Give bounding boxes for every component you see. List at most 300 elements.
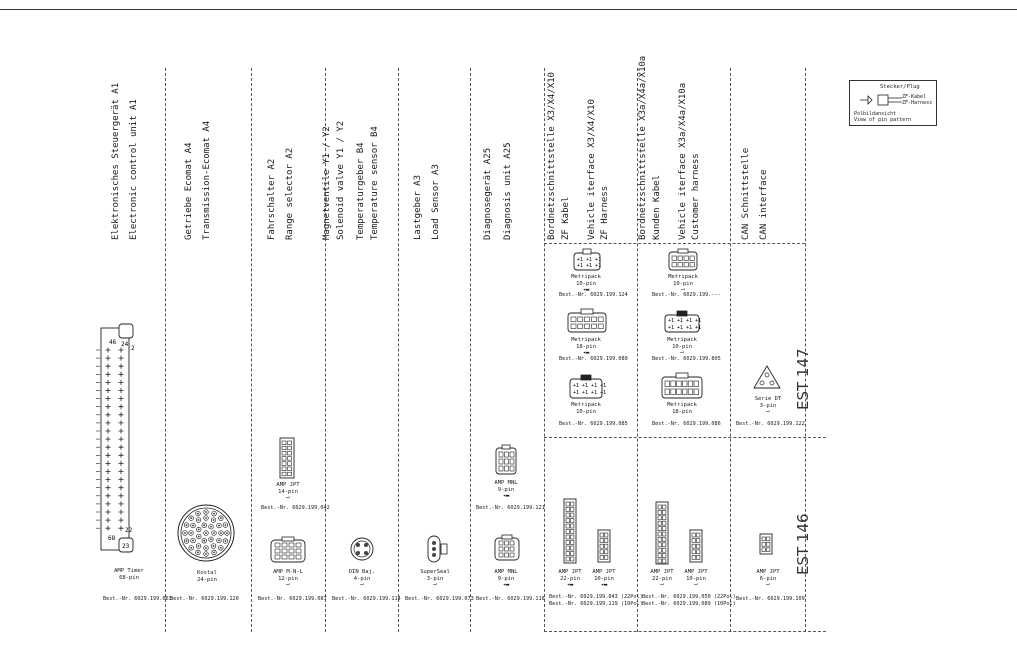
zf-p1-name: Metripack [571, 274, 601, 280]
kostal-pin-core [213, 545, 215, 547]
plug-symbol: ◂▬ [582, 350, 590, 357]
cu-jpt-pin [692, 539, 695, 543]
cu-jpt-pin [697, 533, 700, 537]
diag-pin [505, 466, 509, 471]
cu-pin [678, 263, 682, 267]
diag-pin [510, 541, 514, 545]
jpt-pin [288, 446, 292, 450]
ecu-pin [106, 510, 111, 515]
cu-p2-part-number: Best.-Nr. 6029.199.805 [652, 356, 721, 362]
diag-pin [510, 452, 514, 457]
cu-jpt-pin [663, 505, 666, 509]
zf-pin [598, 317, 603, 322]
selector-mnl-pins-label: 12-pin [278, 575, 298, 582]
svg-text:+1 +1 +1: +1 +1 +1 [577, 257, 602, 263]
diag-pin [499, 459, 503, 464]
ecu-pin [119, 437, 124, 442]
cu-lower-a-pins: 22-pin [652, 575, 672, 582]
jpt-pin [288, 462, 292, 466]
kostal-pin-core [197, 552, 199, 554]
can-upper-part-number: Best.-Nr. 6029.199.122 [736, 421, 805, 427]
jpt-pin [288, 441, 292, 445]
est-divider-line [544, 437, 826, 438]
heading-solenoid-temp [322, 80, 397, 240]
zf-p1-part-number: Best.-Nr. 6029.199.124 [559, 292, 628, 298]
kostal-pin-core [198, 545, 200, 547]
cu-jpt-pin [663, 548, 666, 552]
cu-jpt-pin [663, 532, 666, 536]
svg-text:+1 +1 +1 +1: +1 +1 +1 +1 [668, 325, 702, 331]
zf-p3-name: Metripack [571, 402, 601, 408]
zf-p1-label [566, 274, 606, 294]
cu-lower-b-name: AMP JPT [684, 569, 708, 575]
cu-pin [688, 381, 693, 387]
plug-legend [849, 80, 937, 126]
heading-ecu [110, 80, 154, 240]
mnl-pin [289, 555, 294, 559]
ecu-pin [119, 388, 124, 393]
selector-mnl-name: AMP M-N-L [273, 569, 303, 575]
mnl-pin [275, 555, 280, 559]
kostal-pin-core [218, 525, 220, 527]
superseal-name: SuperSeal [420, 569, 450, 575]
zf-amp-jpt-10-pin [596, 528, 612, 564]
column-divider [544, 68, 545, 632]
est-147-label-box [794, 330, 838, 410]
heading-load-sensor-de: Lastgeber A3 [413, 174, 423, 240]
kostal-pin-core [197, 513, 199, 515]
jpt-pin [282, 457, 286, 461]
kostal-pin-core [213, 519, 215, 521]
zf-jpt-pin [566, 557, 569, 561]
socket-symbol: ⤙ [285, 582, 291, 589]
kostal-pins: 24-pin [197, 576, 217, 583]
cu-pin [682, 381, 687, 387]
mnl-pin [275, 543, 280, 547]
cu-jpt-pin [658, 543, 661, 547]
cu-jpt-pin [658, 548, 661, 552]
selector-jpt-label [266, 482, 310, 502]
kostal-pin-core [190, 532, 192, 534]
diag-pin [499, 553, 503, 557]
cu-p2-name: Metripack [667, 337, 697, 343]
mnl-pin [282, 549, 287, 553]
cu-jpt-pin [658, 537, 661, 541]
cu-pin [677, 381, 682, 387]
svg-text:+1 +1 +1 +1: +1 +1 +1 +1 [573, 390, 607, 396]
legend-title: Stecker/Plug [880, 84, 920, 90]
jpt-pin [282, 451, 286, 455]
diag-pin [510, 459, 514, 464]
ecu-pin [119, 412, 124, 417]
ecu-pin [106, 477, 111, 482]
cu-pin [665, 389, 670, 395]
jpt-pin [288, 472, 292, 476]
zf-jpt-pin [600, 533, 603, 537]
plug-symbol: ◂▬ [502, 493, 510, 500]
legend-view-en: View of pin pattern [854, 117, 912, 123]
ecu-pin [119, 485, 124, 490]
zf-jpt-pin [600, 544, 603, 548]
zf-jpt-pin [600, 539, 603, 543]
zf-jpt-pin [605, 555, 608, 559]
cu-metripack-18-pin [660, 372, 704, 400]
kostal-pin-core [198, 519, 200, 521]
heading-diagnosis [483, 80, 530, 240]
zf-lower-part-2: Best.-Nr. 6029.199.119 (10Pol) [549, 601, 643, 607]
zf-pin [591, 324, 596, 329]
superseal-pins: 3-pin [426, 575, 444, 582]
cu-metripack-10-pin-a [667, 248, 699, 272]
ecu-pin-label: 68 [108, 535, 116, 542]
cu-pin [682, 389, 687, 395]
plug-symbol: ◂▬ [502, 582, 510, 589]
ecu-pin [106, 485, 111, 490]
ecu-pin-grid [96, 348, 124, 531]
diag-upper-label [486, 480, 526, 500]
ecu-pin [119, 429, 124, 434]
diag-lower-pins [499, 541, 514, 557]
cu-jpt-pin [658, 532, 661, 536]
kostal-part-number: Best.-Nr. 6029.199.120 [170, 596, 239, 602]
socket-symbol: ⤙ [765, 409, 771, 416]
zf-lower-b-name: AMP JPT [592, 569, 616, 575]
heading-ecu-de: Elektronisches Steuergerät A1 [111, 82, 121, 240]
zf-jpt-pin [566, 508, 569, 512]
socket-symbol: ⤙ [432, 582, 438, 589]
zf-metripack-18-pin [566, 308, 608, 334]
diag-upper-pins [499, 452, 514, 471]
zf-lower-a-label [552, 569, 588, 589]
cu-jpt-pin [692, 544, 695, 548]
cu-jpt-pin [692, 550, 695, 554]
heading-customer-de: Bordnetzschnittstelle X3a/X4a/X10a [638, 55, 648, 240]
cu-p1-part-number: Best.-Nr. 6029.199.--- [652, 292, 721, 298]
ecu-pin [106, 437, 111, 442]
cu-jpt-pin [658, 559, 661, 563]
kostal-pin-core [190, 547, 192, 549]
diag-pin [510, 547, 514, 551]
ecu-pin [106, 396, 111, 401]
kostal-pin-core [186, 540, 188, 542]
zf-pin [591, 317, 596, 322]
cu-amp-jpt-10-pin [686, 528, 706, 564]
cu-jpt-pin [697, 544, 700, 548]
kostal-pin-core [205, 553, 207, 555]
zf-jpt-pin [571, 557, 574, 561]
can-lower-part-number: Best.-Nr. 6029.199.109 [736, 596, 805, 602]
zf-p2-label [566, 337, 606, 357]
legend-plug-symbol [858, 92, 906, 108]
diag-upper-name: AMP MNL [494, 480, 518, 486]
cu-p3-name: Metripack [667, 402, 697, 408]
kostal-pin-core [220, 517, 222, 519]
selector-mnl-part-number: Best.-Nr. 6029.199.087 [258, 596, 327, 602]
jpt-pin [288, 457, 292, 461]
ecu-pin [119, 348, 124, 353]
zf-jpt-pin [571, 508, 574, 512]
cu-jpt-pin [658, 527, 661, 531]
heading-ecu-en: Electronic control unit A1 [129, 99, 139, 240]
jpt-pin [288, 467, 292, 471]
can-upper-pins: 3-pin [759, 402, 777, 409]
ecu-connector-name: AMP Timer [114, 568, 144, 574]
svg-text:+1 +1 +1 +1: +1 +1 +1 +1 [668, 318, 702, 324]
can-lower-pins: 6-pin [759, 575, 777, 582]
can-pin [762, 542, 765, 546]
cu-pin [671, 389, 676, 395]
cu-p3-label [662, 402, 702, 415]
kostal-pin-core [210, 526, 212, 528]
zf-jpt-pin [566, 524, 569, 528]
heading-zf-en: Vehicle iterface X3/X4/X10 [587, 99, 597, 240]
ecu-pin [106, 526, 111, 531]
kostal-pin-core [220, 547, 222, 549]
diag-pin [510, 466, 514, 471]
zf-lower-part-1: Best.-Nr. 6029.199.043 (22Pol) [549, 594, 643, 600]
cu-p3-part-number: Best.-Nr. 6029.199.086 [652, 421, 721, 427]
cu-jpt-pin [658, 554, 661, 558]
kostal-label [185, 570, 229, 583]
kostal-pin-core [205, 511, 207, 513]
heading-zf-de2: ZF Kabel [561, 196, 571, 240]
cu-pin [672, 256, 676, 260]
kostal-pin-core [213, 552, 215, 554]
diag-pin [505, 547, 509, 551]
superseal-3-pin-connector [424, 533, 450, 565]
cu-pin [678, 256, 682, 260]
socket-symbol: ⤙ [285, 495, 291, 502]
ecu-pin [106, 461, 111, 466]
cu-jpt-pin [663, 527, 666, 531]
zf-lower-a-name: AMP JPT [558, 569, 582, 575]
zf-lower-b-pins: 10-pin [594, 575, 614, 582]
kostal-pin-core [186, 524, 188, 526]
ecu-pin [119, 477, 124, 482]
can-pin [767, 537, 770, 541]
zf-jpt-pin [566, 513, 569, 517]
can-upper-label [746, 396, 790, 416]
zf-jpt-pin [566, 519, 569, 523]
cu-jpt-pin [697, 555, 700, 559]
kostal-pin-core [225, 540, 227, 542]
socket-symbol: ⤙ [693, 582, 699, 589]
cu-pin [688, 389, 693, 395]
heading-zf-interface [548, 70, 633, 240]
column-divider [251, 68, 252, 632]
cu-lower-a-label [644, 569, 680, 589]
cu-jpt-pin [692, 555, 695, 559]
est-146-bottom-line [544, 631, 826, 632]
diag-lower-amp-mnl-connector [492, 534, 522, 564]
zf-jpt-pin [571, 530, 574, 534]
heading-range-selector-de: Fahrschalter A2 [267, 158, 277, 240]
cu-pin [677, 389, 682, 395]
cu-pin [690, 263, 694, 267]
kostal-pin-core [220, 532, 222, 534]
mnl-pin [275, 549, 280, 553]
plug-symbol: ◂▬ [566, 582, 574, 589]
ecu-connector-pins: 68-pin [119, 574, 139, 581]
mnl-pin [282, 555, 287, 559]
ecu-pin [106, 429, 111, 434]
zf-jpt-pin [571, 535, 574, 539]
kostal-name: Kostal [197, 570, 217, 576]
ecu-pin [106, 372, 111, 377]
ecu-pin [119, 461, 124, 466]
mnl-pin [296, 555, 301, 559]
kostal-pin-core [192, 525, 194, 527]
ecu-pin [106, 348, 111, 353]
diag-pin [505, 459, 509, 464]
svg-text:+1 +1 +1: +1 +1 +1 [577, 263, 602, 269]
ecu-pin [119, 356, 124, 361]
zf-pin [578, 324, 583, 329]
cu-jpt-pin [658, 505, 661, 509]
cu-jpt-pin [658, 521, 661, 525]
diag-pin [505, 452, 509, 457]
ecu-pin [119, 501, 124, 506]
zf-jpt-pin [605, 550, 608, 554]
ecu-pin [106, 420, 111, 425]
ecu-pin-label: 22 [125, 527, 133, 534]
cu-pin [694, 381, 699, 387]
cu-p3-pins-label: 18-pin [672, 408, 692, 415]
jpt-pin [288, 451, 292, 455]
column-divider [398, 68, 399, 632]
heading-zf-en2: ZF Harness [600, 185, 610, 240]
zf-p2-part-number: Best.-Nr. 6029.199.080 [559, 356, 628, 362]
ecu-pin [119, 420, 124, 425]
heading-customer-interface [638, 55, 726, 240]
heading-can-de: CAN Schnittstelle [741, 147, 751, 240]
can-serie-dt-3-pin [752, 364, 782, 392]
cu-amp-jpt-22-pin [652, 500, 672, 566]
ecu-pin [106, 412, 111, 417]
ecu-pin [106, 364, 111, 369]
diag-lower-part-number: Best.-Nr. 6029.199.118 [476, 596, 545, 602]
din-pins: 4-pin [353, 575, 371, 582]
ecu-pin [119, 380, 124, 385]
heading-solenoid-de: Magnetventile Y1 / Y2 [322, 126, 332, 240]
zf-jpt-pin [571, 541, 574, 545]
jpt-pin [282, 462, 286, 466]
zf-p2-name: Metripack [571, 337, 601, 343]
column-divider [470, 68, 471, 632]
legend-zf-cable: ZF-Kabel [902, 94, 927, 100]
diag-upper-part-number: Best.-Nr. 6029.199.121 [476, 505, 545, 511]
zf-p3-label [566, 402, 606, 415]
superseal-label [413, 569, 457, 589]
can-pin [762, 548, 765, 552]
top-border-line [0, 9, 1017, 10]
cu-jpt-pin [663, 559, 666, 563]
ecu-pin-label: 46 [109, 339, 117, 346]
heading-diagnosis-de: Diagnosegerät A25 [483, 147, 493, 240]
zf-jpt-pin [571, 546, 574, 550]
zf-metripack-10-pin-b [568, 374, 607, 400]
ecu-pin [119, 469, 124, 474]
cu-jpt-pin [663, 543, 666, 547]
ecu-pin [106, 404, 111, 409]
ecu-pin [119, 453, 124, 458]
kostal-pin-core [184, 532, 186, 534]
ecu-connector-label [105, 568, 153, 581]
ecu-pin [106, 453, 111, 458]
zf-jpt-pin [571, 524, 574, 528]
est-147-label: EST 147 [794, 348, 812, 410]
diag-pin [499, 452, 503, 457]
ecu-pin [106, 380, 111, 385]
zf-metripack-10-pin-a [572, 248, 602, 272]
kostal-pin-core [198, 529, 200, 531]
zf-jpt-pin [571, 513, 574, 517]
kostal-pin-core [226, 532, 228, 534]
diag-upper-pins-label: 9-pin [497, 486, 515, 493]
plug-symbol: ◂▬ [582, 287, 590, 294]
ecu-pin [106, 445, 111, 450]
din-part-number: Best.-Nr. 6029.199.114 [332, 596, 401, 602]
cu-jpt-pin [663, 537, 666, 541]
ecu-pin [119, 510, 124, 515]
kostal-pin-core [225, 524, 227, 526]
zf-jpt-pin [571, 552, 574, 556]
heading-load-sensor-en: Load Sensor A3 [431, 164, 441, 240]
zf-lower-part-numbers [549, 594, 643, 608]
socket-symbol: ⤙ [765, 582, 771, 589]
cu-jpt-pin [658, 516, 661, 520]
cu-jpt-pin [663, 521, 666, 525]
heading-solenoid-en: Solenoid valve Y1 / Y2 [336, 120, 346, 240]
socket-symbol: ⤙ [659, 582, 665, 589]
heading-range-selector [268, 80, 312, 240]
cu-pin [671, 381, 676, 387]
can-upper-name: Serie DT [754, 396, 782, 402]
can-lower-name: AMP JPT [756, 569, 780, 575]
cu-jpt-pin [663, 510, 666, 514]
kostal-pin-core [205, 547, 207, 549]
selector-jpt-pins-label: 14-pin [278, 488, 298, 495]
diag-pin [505, 553, 509, 557]
cu-lower-part-numbers [642, 594, 736, 608]
cu-pin [694, 389, 699, 395]
heading-temp-de: Temperaturgeber B4 [356, 142, 366, 240]
kostal-pin-core [190, 517, 192, 519]
ecu-pin [119, 372, 124, 377]
heading-customer-en2: Customer harness [691, 153, 701, 240]
heading-diagnosis-en: Diagnosis unit A25 [503, 142, 513, 240]
ecu-pin-label: 24 [121, 341, 129, 348]
ecu-pin [119, 364, 124, 369]
can-pin [762, 537, 765, 541]
ecu-pin [106, 518, 111, 523]
zf-p3-pins: 10-pin [576, 408, 596, 415]
cu-lower-a-name: AMP JPT [650, 569, 674, 575]
cu-jpt-pin [663, 516, 666, 520]
heading-zf-de: Bordnetzschnittstelle X3/X4/X10 [547, 72, 557, 240]
zf-p3-part-number: Best.-Nr. 6029.199.085 [559, 421, 628, 427]
zf-jpt-pin [600, 555, 603, 559]
ecu-pin [106, 501, 111, 506]
cu-metripack-10-pin-b [663, 310, 701, 334]
cu-lower-part-1: Best.-Nr. 6029.199.050 (22Pol) [642, 594, 736, 600]
selector-mnl-label [266, 569, 310, 589]
heading-customer-en: Vehicle iterface X3a/X4a/X10a [678, 82, 688, 240]
selector-jpt-name: AMP JPT [276, 482, 300, 488]
zf-amp-jpt-22-pin [562, 497, 578, 565]
heading-customer-de2: Kunden Kabel [652, 174, 662, 240]
zf-jpt-pin [605, 539, 608, 543]
